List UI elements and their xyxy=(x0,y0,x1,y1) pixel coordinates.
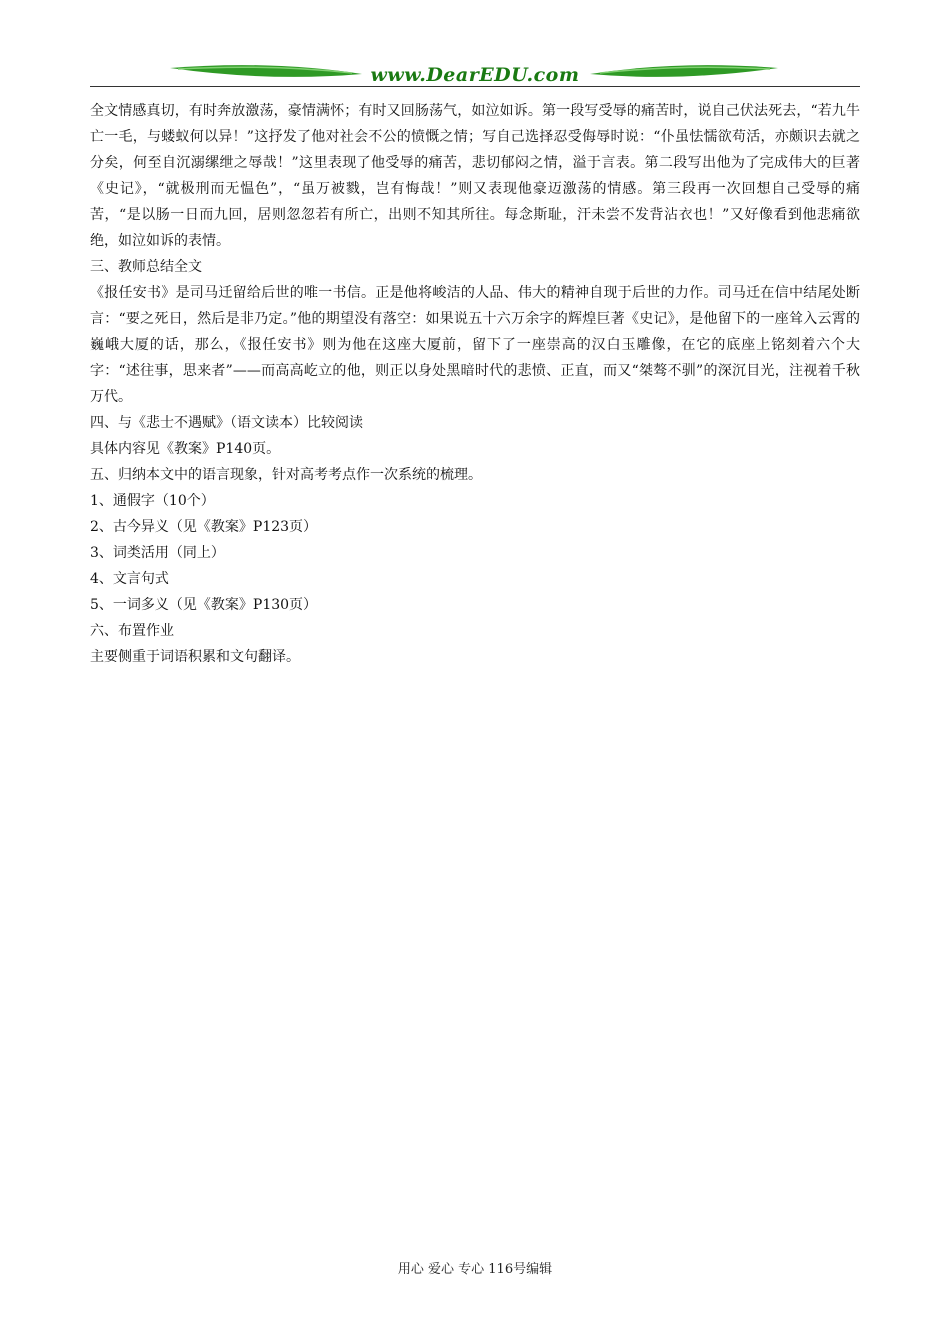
body-paragraph: 《报任安书》是司马迁留给后世的唯一书信。正是他将峻洁的人品、伟大的精神自现于后世的力作。司马迁在信中结尾处断言：“要之死日，然后是非乃定。”他的期望没有落空：如果说五十六万余字的辉煌巨著《史记》，是他留下的一座耸入云霄的巍峨大厦的话，那么，《报任安书》则为他在这座大厦前，留下了一座崇高的汉白玉雕像，在它的底座上铭刻着六个大字：“述往事，思来者”——而高高屹立的他，则正以身处黑暗时代的悲愤、正直，而又“桀骜不驯”的深沉目光，注视着千秋万代。 xyxy=(90,285,860,405)
list-item: 4、文言句式 xyxy=(90,571,169,587)
list-item: 1、通假字（10个） xyxy=(90,493,215,509)
list-item: 3、词类活用（同上） xyxy=(90,545,225,561)
body-paragraph: 全文情感真切，有时奔放激荡，豪情满怀；有时又回肠荡气，如泣如诉。第一段写受辱的痛苦时，说自己伏法死去，“若九牛亡一毛，与蝼蚁何以异！”这抒发了他对社会不公的愤慨之情；写自己选择忍受侮辱时说：“仆虽怯懦欲苟活，亦颇识去就之分矣，何至自沉溺缧绁之辱哉！”这里表现了他受辱的痛苦，悲切郁闷之情，溢于言表。第二段写出他为了完成伟大的巨著《史记》，“就极刑而无愠色”，“虽万被戮，岂有悔哉！”则又表现他豪迈激荡的情感。第三段再一次回想自己受辱的痛苦，“是以肠一日而九回，居则忽忽若有所亡，出则不知其所往。每念斯耻，汗未尝不发背沾衣也！”又好像看到他悲痛欲绝，如泣如诉的表情。 xyxy=(90,103,860,249)
section-heading: 五、归纳本文中的语言现象，针对高考考点作一次系统的梳理。 xyxy=(90,467,482,483)
header-rule xyxy=(90,86,860,87)
page-footer: 用心 爱心 专心 116号编辑 xyxy=(397,1262,553,1277)
section-heading: 四、与《悲士不遇赋》（语文读本）比较阅读 xyxy=(90,415,363,431)
document-body xyxy=(90,98,860,670)
section-heading: 三、教师总结全文 xyxy=(90,259,202,275)
list-item: 5、一词多义（见《教案》P130页） xyxy=(90,597,318,613)
list-item: 2、古今异义（见《教案》P123页） xyxy=(90,519,318,535)
site-logo-text: www.DearEDU.com xyxy=(370,64,580,86)
body-paragraph: 主要侧重于词语积累和文句翻译。 xyxy=(90,649,300,665)
section-heading: 六、布置作业 xyxy=(90,623,174,639)
page-header xyxy=(90,58,860,92)
body-paragraph: 具体内容见《教案》P140页。 xyxy=(90,441,281,457)
